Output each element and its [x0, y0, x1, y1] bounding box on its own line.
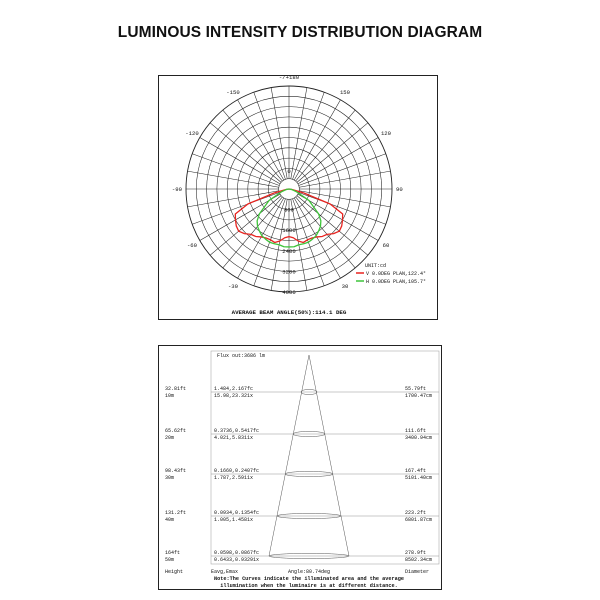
radial-label: 3200 [282, 268, 296, 276]
legend-entry: H 0.0DEG PLAN,105.7° [366, 279, 427, 285]
col-diameter-label: Diameter [405, 569, 430, 575]
diameter-m: 5101.40cm [405, 475, 433, 481]
diameter-m: 8502.34cm [405, 557, 433, 563]
cone-edge [269, 355, 309, 556]
diameter-ft: 55.79ft [405, 386, 427, 392]
diameter-m: 6801.87cm [405, 517, 433, 523]
angle-label: 0 [287, 168, 291, 175]
height-m: 40m [165, 517, 175, 523]
polar-diagram-panel [158, 75, 438, 320]
angle-label: 90 [396, 186, 403, 193]
height-ft: 32.81ft [165, 386, 187, 392]
height-ft: 164ft [165, 550, 181, 556]
illuminance-fc: 0.1660,0.2407fc [214, 468, 260, 474]
col-eavg-label: Eavg,Emax [211, 569, 239, 575]
illuminance-cone-panel [158, 345, 442, 590]
col-height-label: Height [165, 569, 184, 575]
illuminance-fc: 0.3736,0.5417fc [214, 428, 260, 434]
illuminance-cone-chart [159, 346, 443, 591]
height-m: 10m [165, 393, 175, 399]
diameter-m: 3400.94cm [405, 435, 433, 441]
page-title: LUMINOUS INTENSITY DISTRIBUTION DIAGRAM [117, 24, 483, 41]
radial-label: 1600 [282, 227, 296, 235]
angle-label: -90 [171, 186, 182, 193]
col-angle-label: Angle:80.74deg [287, 569, 331, 575]
radial-label: 4000 [282, 289, 296, 296]
angle-label: -30 [227, 282, 239, 290]
illuminance-lx: 1.005,1.4581x [214, 517, 254, 523]
illuminance-fc: 1.484,2.167fc [214, 386, 254, 392]
legend-entry: V 0.0DEG PLAN,122.4° [366, 271, 427, 277]
grid-spoke [188, 191, 279, 207]
illuminance-lx: 4.021,5.8311x [214, 435, 254, 441]
angle-label: -150 [226, 89, 240, 97]
radial-label: 800 [283, 206, 295, 214]
illuminance-lx: 15.98,23.321x [214, 393, 254, 399]
angle-label: -/+180 [278, 76, 300, 81]
unit-label: UNIT:cd [365, 263, 387, 269]
diameter-m: 1700.47cm [405, 393, 433, 399]
grid-spoke [299, 191, 390, 207]
note-line-1: Note:The Curves indicate the illuminated area and the average [214, 576, 404, 582]
diameter-ft: 167.4ft [405, 468, 427, 474]
illuminance-fc: 0.0934,0.1354fc [214, 510, 260, 516]
cone-frame [211, 351, 439, 564]
grid-spoke [299, 171, 390, 187]
grid-spoke [271, 88, 287, 179]
height-m: 50m [165, 557, 175, 563]
beam-angle-footer: AVERAGE BEAM ANGLE(50%):114.1 DEG [231, 309, 347, 316]
radial-label: 2400 [282, 247, 296, 255]
polar-chart [159, 76, 439, 321]
height-ft: 65.62ft [165, 428, 187, 434]
angle-label: -120 [185, 130, 199, 137]
angle-label: 30 [341, 282, 349, 290]
grid-spoke [291, 88, 307, 179]
cone-edge [309, 355, 349, 556]
illuminance-lx: 1.787,2.5911x [214, 475, 254, 481]
diameter-ft: 111.6ft [405, 428, 427, 434]
height-ft: 98.43ft [165, 468, 187, 474]
illuminance-fc: 0.0598,0.0867fc [214, 550, 260, 556]
angle-label: 60 [382, 242, 390, 249]
grid-spoke [188, 171, 279, 187]
flux-header: Flux out:3686 lm [217, 353, 266, 359]
angle-label: -60 [186, 242, 198, 249]
angle-label: 150 [339, 89, 351, 97]
illuminance-lx: 0.6433,0.93291x [214, 557, 260, 563]
angle-label: 120 [380, 130, 392, 137]
height-ft: 131.2ft [165, 510, 187, 516]
diameter-ft: 278.9ft [405, 550, 427, 556]
height-m: 20m [165, 435, 175, 441]
note-line-2: illumination when the luminaire is at different distance. [220, 583, 398, 589]
height-m: 30m [165, 475, 175, 481]
diameter-ft: 223.2ft [405, 510, 427, 516]
